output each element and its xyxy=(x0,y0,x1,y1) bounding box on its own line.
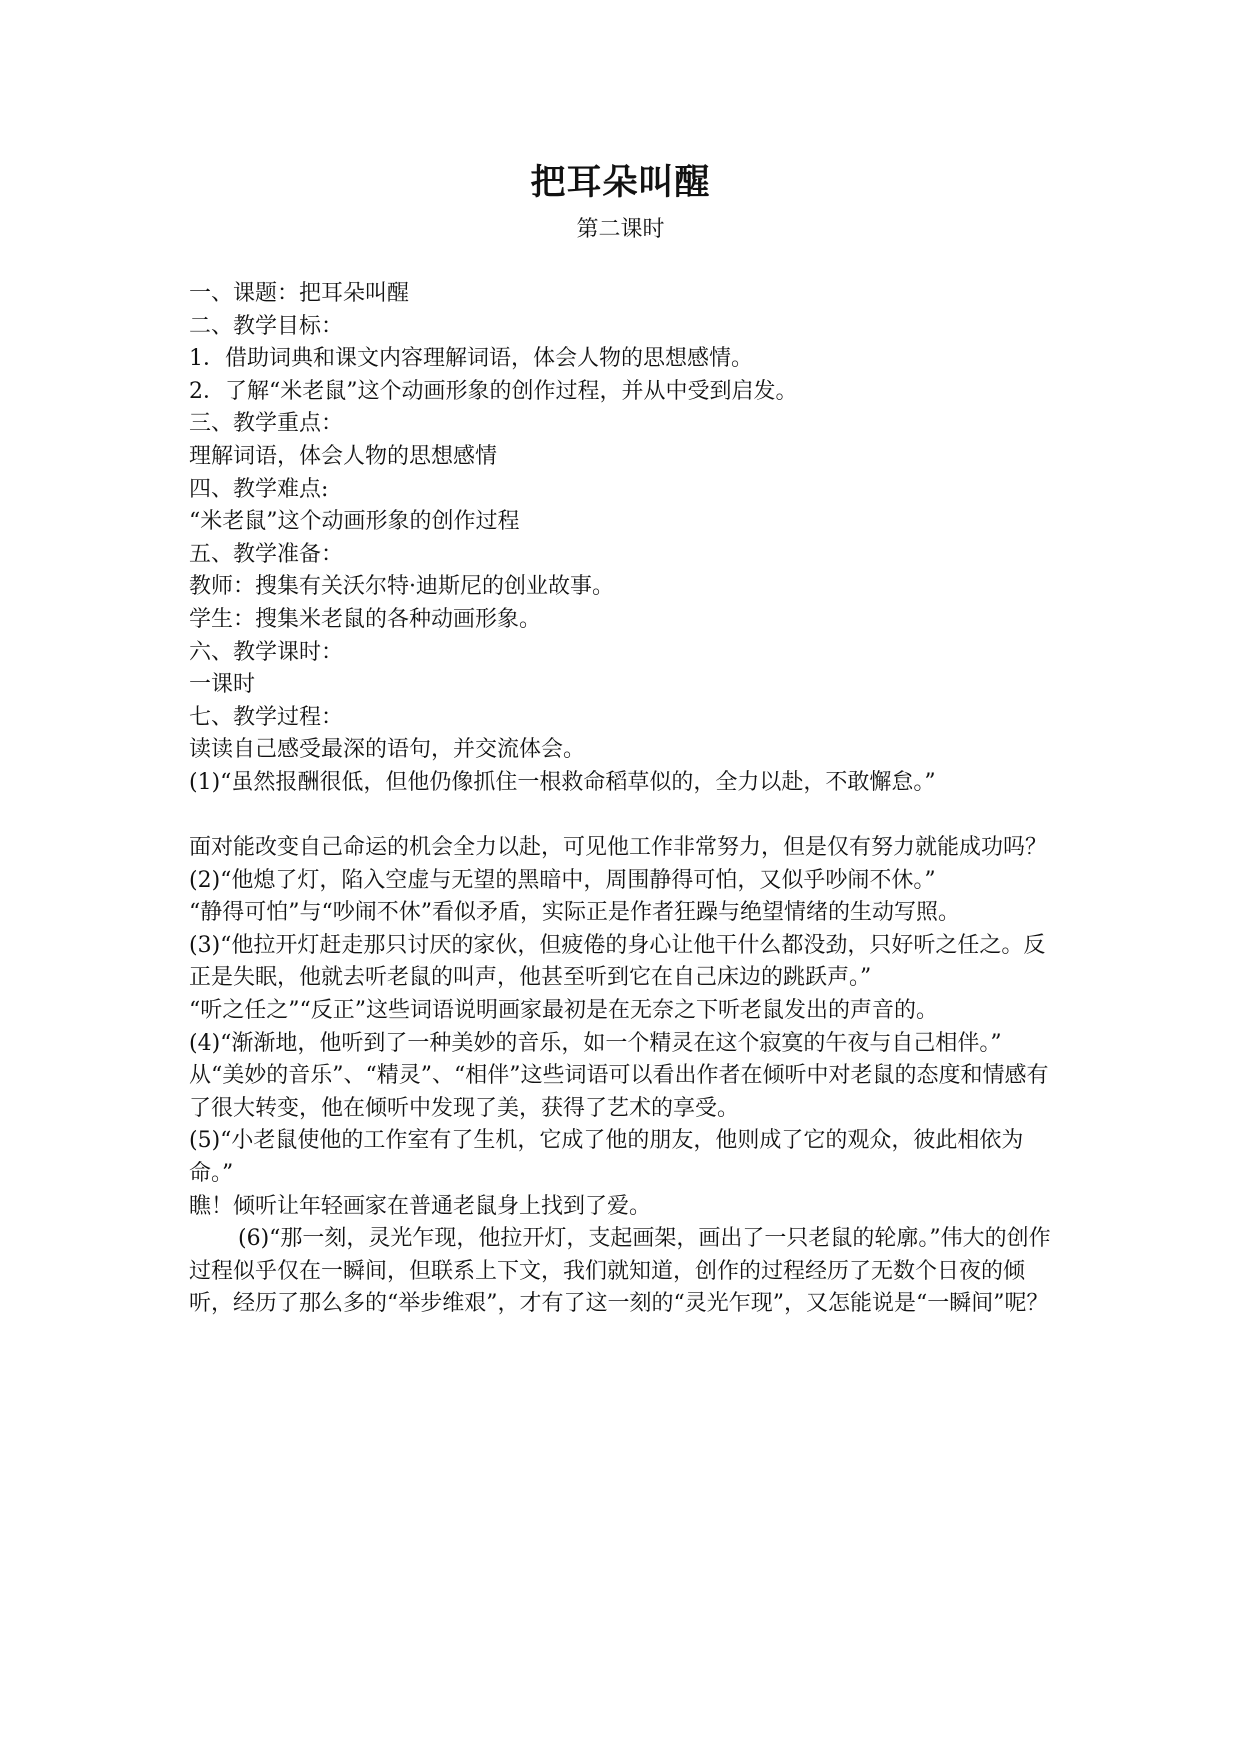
blank-line xyxy=(189,800,1064,833)
document-title: 把耳朵叫醒 xyxy=(530,162,711,203)
section-content: 读读自己感受最深的语句，并交流体会。 xyxy=(189,737,586,763)
section-content: 理解词语，体会人物的思想感情 xyxy=(189,443,498,469)
document-subtitle: 第二课时 xyxy=(576,217,665,242)
section-content: 一课时 xyxy=(189,672,256,698)
closing-paragraph: (6)“那一刻，灵光乍现，他拉开灯，支起画架，画出了一只老鼠的轮廓。”伟大的创作过程似乎仅在一瞬间，但联系上下文，我们就知道，创作的过程经历了无数个日夜的倾听，经历了那么多的“举步维艰”，才有了这一刻的“灵光乍现”，又怎能说是“一瞬间”呢？ xyxy=(189,1226,1051,1317)
document-body xyxy=(189,278,1064,1321)
section-content: 学生：搜集米老鼠的各种动画形象。 xyxy=(189,606,542,632)
analysis-paragraph: 从“美妙的音乐”、“精灵”、“相伴”这些词语可以看出作者在倾听中对老鼠的态度和情感有了很大转变，他在倾听中发现了美，获得了艺术的享受。 xyxy=(189,1063,1049,1121)
objective-item: 1．借助词典和课文内容理解词语，体会人物的思想感情。 xyxy=(189,346,753,372)
quote-paragraph: (5)“小老鼠使他的工作室有了生机，它成了他的朋友，他则成了它的观众，彼此相依为命。” xyxy=(189,1128,1024,1187)
analysis-paragraph: 瞧！倾听让年轻画家在普通老鼠身上找到了爱。 xyxy=(189,1193,652,1219)
analysis-paragraph: 面对能改变自己命运的机会全力以赴，可见他工作非常努力，但是仅有努力就能成功吗？ xyxy=(189,835,1048,861)
section-heading: 五、教学准备： xyxy=(189,541,344,567)
analysis-paragraph: “静得可怕”与“吵闹不休”看似矛盾，实际正是作者狂躁与绝望情绪的生动写照。 xyxy=(189,900,960,926)
quote-paragraph: (3)“他拉开灯赶走那只讨厌的家伙，但疲倦的身心让他干什么都没劲，只好听之任之。反正是失眠，他就去听老鼠的叫声，他甚至听到它在自己床边的跳跃声。” xyxy=(189,932,1046,991)
analysis-paragraph: “听之任之”“反正”这些词语说明画家最初是在无奈之下听老鼠发出的声音的。 xyxy=(189,998,938,1024)
section-heading: 三、教学重点： xyxy=(189,411,344,437)
section-heading: 二、教学目标： xyxy=(189,313,344,339)
quote-paragraph: (4)“渐渐地，他听到了一种美妙的音乐，如一个精灵在这个寂寞的午夜与自己相伴。” xyxy=(189,1030,1002,1056)
objective-item: 2．了解“米老鼠”这个动画形象的创作过程，并从中受到启发。 xyxy=(189,378,798,404)
section-content: 教师：搜集有关沃尔特·迪斯尼的创业故事。 xyxy=(189,574,614,600)
section-heading: 七、教学过程： xyxy=(189,704,344,730)
quote-paragraph: (1)“虽然报酬很低，但他仍像抓住一根救命稻草似的，全力以赴，不敢懈怠。” xyxy=(189,769,936,795)
quote-paragraph: (2)“他熄了灯，陷入空虚与无望的黑暗中，周围静得可怕，又似乎吵闹不休。” xyxy=(189,867,936,893)
section-content: “米老鼠”这个动画形象的创作过程 xyxy=(189,509,520,535)
section-heading: 四、教学难点: xyxy=(189,476,329,502)
section-heading: 六、教学课时： xyxy=(189,639,344,665)
section-heading: 一、课题：把耳朵叫醒 xyxy=(189,281,410,306)
